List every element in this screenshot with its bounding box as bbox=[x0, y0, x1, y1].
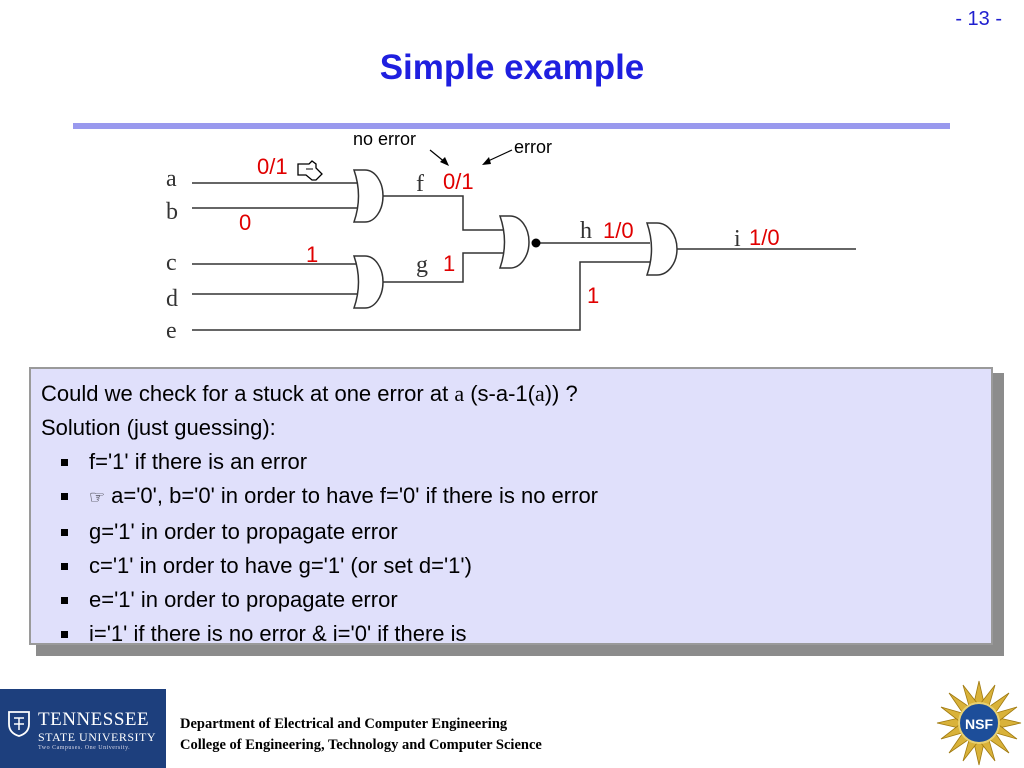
input-label-b: b bbox=[166, 199, 178, 225]
value-b: 0 bbox=[239, 210, 252, 235]
footer-text bbox=[180, 714, 542, 756]
question-line bbox=[41, 377, 981, 411]
explanation-box bbox=[29, 367, 993, 645]
bullet-square-icon bbox=[61, 563, 68, 570]
bullet-square-icon bbox=[61, 493, 68, 500]
logo-line-1: TENNESSEE bbox=[38, 709, 150, 730]
list-item bbox=[61, 515, 981, 549]
list-item-text: a='0', b='0' in order to have f='0' if there is no error bbox=[111, 483, 599, 508]
value-f: 0/1 bbox=[443, 169, 474, 194]
or-gate-i bbox=[647, 223, 677, 275]
logo-line-2: STATE UNIVERSITY bbox=[38, 730, 157, 744]
list-item bbox=[61, 479, 981, 515]
list-item bbox=[61, 617, 981, 651]
department-name: Department of Electrical and Computer Engineering bbox=[180, 716, 508, 732]
value-g: 1 bbox=[443, 251, 456, 276]
signal-label-i: i bbox=[734, 226, 741, 252]
inversion-bubble bbox=[532, 239, 541, 248]
question-text-end: )) ? bbox=[544, 381, 578, 406]
circuit-diagram bbox=[0, 120, 1024, 360]
list-item-text: c='1' in order to have g='1' (or set d='1') bbox=[89, 553, 472, 578]
value-e: 1 bbox=[587, 283, 600, 308]
nsf-logo-text: NSF bbox=[965, 716, 993, 732]
list-item-text: e='1' in order to propagate error bbox=[89, 587, 398, 612]
signal-label-f: f bbox=[416, 171, 424, 197]
hand-pointer-icon: ☞ bbox=[89, 487, 106, 508]
list-item-text: i='1' if there is no error & i='0' if there is bbox=[89, 621, 467, 646]
question-text-mid: (s-a-1( bbox=[464, 381, 535, 406]
value-i: 1/0 bbox=[749, 225, 780, 250]
college-name: College of Engineering, Technology and Computer Science bbox=[180, 737, 542, 753]
page-number: - 13 - bbox=[955, 8, 1002, 30]
logo-tagline: Two Campuses. One University. bbox=[38, 745, 131, 751]
value-a: 0/1 bbox=[257, 154, 288, 179]
value-h: 1/0 bbox=[603, 218, 634, 243]
hand-pointer-icon bbox=[298, 161, 322, 180]
signal-label-h: h bbox=[580, 218, 592, 244]
no-error-arrowhead bbox=[440, 157, 449, 166]
input-label-a: a bbox=[166, 166, 177, 192]
wire-f bbox=[383, 196, 504, 230]
university-seal-icon bbox=[6, 709, 32, 737]
error-arrowhead bbox=[482, 157, 491, 165]
bullet-square-icon bbox=[61, 631, 68, 638]
list-item-text: f='1' if there is an error bbox=[89, 449, 308, 474]
list-item bbox=[61, 583, 981, 617]
bullet-square-icon bbox=[61, 597, 68, 604]
question-text-start: Could we check for a stuck at one error at bbox=[41, 381, 455, 406]
slide-title: Simple example bbox=[379, 48, 645, 87]
solution-heading: Solution (just guessing): bbox=[41, 415, 276, 440]
bullet-square-icon bbox=[61, 529, 68, 536]
nsf-logo bbox=[936, 680, 1022, 766]
signal-label-g: g bbox=[416, 252, 428, 278]
input-label-e: e bbox=[166, 318, 177, 344]
error-annotation: error bbox=[514, 137, 553, 157]
nor-gate-h bbox=[500, 216, 529, 268]
list-item-text: g='1' in order to propagate error bbox=[89, 519, 398, 544]
no-error-annotation: no error bbox=[353, 129, 417, 149]
input-label-c: c bbox=[166, 250, 177, 276]
bullet-square-icon bbox=[61, 459, 68, 466]
list-item bbox=[61, 549, 981, 583]
solution-list bbox=[41, 445, 981, 651]
input-label-d: d bbox=[166, 286, 178, 312]
question-signal-2: a bbox=[534, 381, 545, 406]
or-gate-f bbox=[354, 170, 383, 222]
value-c: 1 bbox=[306, 242, 319, 267]
tsu-logo bbox=[0, 689, 166, 768]
question-signal: a bbox=[454, 381, 465, 406]
or-gate-g bbox=[354, 256, 383, 308]
list-item bbox=[61, 445, 981, 479]
